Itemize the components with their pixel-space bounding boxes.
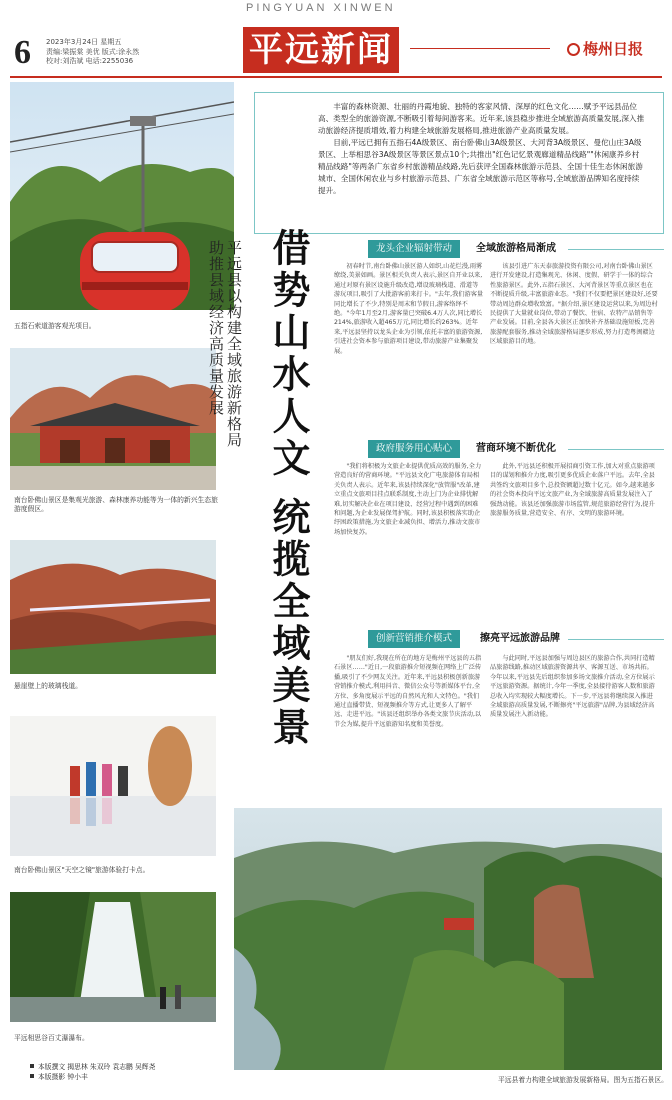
caption-temple: 南台卧佛山景区是集观光旅游、森林康养功能等为一体的新兴生态旅游度假区。 [14, 496, 218, 513]
intro-paragraph: 丰富的森林资源、壮丽的丹霞地貌、独特的客家风情、深厚的红色文化……赋予平远县品位高、类型全的旅游资源,不断吸引着每间游客来。近年来,该县稳步推进全域旅游高质量发展,深入推动旅游经济提质增效,着力构建全域旅游发展格局,推进旅游产业高质量发展。 [318, 102, 645, 135]
subheadline-1: 平远县以构建全域旅游新格局 [225, 240, 243, 448]
newspaper-brand [567, 38, 643, 59]
section-3-header [368, 630, 664, 648]
caption-glass-walkway: 悬崖壁上的玻璃栈道。 [14, 682, 82, 690]
section-rule [568, 249, 664, 250]
masthead-pinyin: PINGYUAN XINWEN [246, 2, 396, 14]
photo-waterfall [10, 892, 216, 1022]
bullet-icon [30, 1064, 34, 1068]
cable-car-illustration [10, 82, 234, 310]
caption-waterfall: 平远相思谷百丈瀑瀑布。 [14, 1034, 89, 1042]
section-title: 擦亮平远旅游品牌 [480, 633, 560, 644]
photo-glass-walkway [10, 540, 216, 674]
section-rule [568, 449, 664, 450]
photo-sky-mirror [10, 716, 216, 856]
masthead-line [410, 48, 550, 49]
credits [30, 1062, 155, 1082]
section-title: 全域旅游格局渐成 [476, 243, 556, 254]
section-1-header [368, 240, 664, 258]
section-title: 营商环境不断优化 [476, 443, 556, 454]
section-rule [568, 639, 664, 640]
subheadline-2: 助推县域经济高质量发展 [207, 240, 225, 416]
caption-cable-car: 五指石索道游客观光项目。 [14, 322, 96, 330]
section-title: 平远新闻 [249, 30, 393, 70]
meta-date: 2023年3月24日 星期五 [46, 38, 122, 46]
brand-name: 梅州日报 [583, 40, 644, 58]
section-1-col-2: 该县引进广东天泰旅游投资有限公司,对南台卧佛山景区进行开发建设,打造集观光、休闲、度假、研学于一体的综合性旅游景区。此外,五指石景区、大河背景区等重点景区也在不断提质升级,丰富旅游业态。"我们不仅要把景区建设好,还要带动周边群众增收致富。"据介绍,景区建设运营以来,为周边村民提供了大量就业岗位,带动了餐饮、住宿、农特产品销售等产业发展。目前,全县各大景区正加快补齐基础设施短板,完善旅游配套服务,推动全域旅游格局逐步形成,努力打造粤闽赣边区域旅游目的地。 [490, 263, 658, 346]
section-2-col-2: 此外,平远县还积极开展招商引资工作,加大对重点旅游项目的谋划和推介力度,吸引更多优质企业落户平远。去年,全县共签约文旅项目多个,总投资额超过数十亿元。如今,越来越多的社会资本投向平远文旅产业,为全域旅游高质量发展注入了强劲动能。该县还加强旅游市场监管,规范旅游经营行为,提升旅游服务质量,营造安全、有序、文明的旅游环境。 [490, 463, 655, 518]
meta-editors: 责编:梁振棠 美优 版式:涂永然 [46, 47, 140, 56]
page-number: 6 [14, 34, 31, 71]
issue-meta [46, 38, 139, 67]
photo-temple [10, 348, 216, 490]
photo-cable-car [10, 82, 234, 310]
section-3-col-1: "朋友们好,我现在所在的地方是梅州平远县的五指石景区……"近日,一段旅游推介短视频在网络上广泛传播,吸引了不少网友关注。近年来,平远县积极创新旅游营销推介模式,利用抖音、微信公众号等新媒体平台,全方位、多角度展示平远的自然风光和人文特色。"我们通过直播带货、短视频推介等方式,让更多人了解平远、走进平远。"该县还组织举办各类文旅节庆活动,以节会为媒,提升平远旅游知名度和美誉度。 [334, 655, 482, 728]
section-tag: 龙头企业辐射带动 [368, 240, 460, 258]
plum-blossom-icon [567, 43, 580, 56]
masthead [0, 0, 672, 78]
section-2-header [368, 440, 664, 458]
intro-paragraph: 目前,平远已拥有五指石4A级景区、南台卧佛山3A级景区、大河背3A级景区、曼佗山庄3A级景区、上举相思谷3A级景区等景区景点10个;共推出"红色记忆景观廊道精品线路""休闲康养乡村精品线路"等两条广东省乡村旅游精品线路,先后获评全国森林旅游示范县、全国十佳生态休闲旅游城市、全国休闲农业与乡村旅游示范县、广东省全域旅游示范区等称号,全域旅游品牌知名度持续提升。 [318, 138, 643, 195]
section-tag: 政府服务用心贴心 [368, 440, 460, 458]
caption-sky-mirror: 南台卧佛山景区"天空之镜"旅游体验打卡点。 [14, 866, 150, 874]
section-1-col-1: 初春时节,南台卧佛山景区游人如织,山花烂漫,雨雾缭绕,美景如画。景区相关负责人表示,景区自开业以来,通过对原有景区设施升级改造,增设玻璃栈道、滑道等游玩项目,吸引了大批游客前来打卡。"去年,我们游客量同比增长了不少,特别是周末和节假日,游客络绎不绝。"今年1月至2月,游客量已突破6.4万人次,同比增长214%,旅游收入超465万元,同比增长约263%。近年来,平远县坚持以龙头企业为引领,依托丰富的旅游资源,引进社会资本参与旅游项目建设,带动旅游产业集聚发展。 [334, 263, 484, 355]
main-headline: 借势山水人文 统揽全域美景 [266, 228, 311, 750]
credits-photographer: 本版摄影 钟小丰 [38, 1073, 88, 1081]
section-3-col-2: 与此同时,平远县加强与周边县区的旅游合作,共同打造精品旅游线路,推动区域旅游资源共享、客源互送、市场共拓。今年以来,平远县先后组织参加多场文旅推介活动,全方位展示平远旅游资源。据统计,今年一季度,全县接待游客人数和旅游总收入均实现较大幅度增长。下一步,平远县将继续深入推进全域旅游高质量发展,不断擦亮"平远旅游"品牌,为县域经济高质量发展注入新动能。 [490, 655, 655, 719]
meta-proof: 校对:刘浩斌 电话:2255036 [46, 57, 134, 65]
section-tag: 创新营销推介模式 [368, 630, 460, 648]
credits-writers: 本版撰文 揭思林 朱双玲 袁志鹏 吴辉尧 [38, 1063, 156, 1071]
bullet-icon [30, 1074, 34, 1078]
header-rule [10, 76, 662, 78]
intro-text [318, 101, 646, 197]
section-2-col-1: "我们将积极为文旅企业提供优质高效的服务,全力营造良好的营商环境。"平远县文化广电旅游体育局相关负责人表示。近年来,该县持续深化"放管服"改革,建立重点文旅项目挂点联系制度,主动上门为企业排忧解难,切实解决企业在项目建设、经营过程中遇到的困难和问题,为企业发展保驾护航。同时,该县积极落实助企纾困政策措施,为文旅企业减负担、增活力,推动文旅市场加快复苏。 [334, 463, 482, 536]
caption-wuzhishi-landscape: 平远县着力构建全域旅游发展新格局。图为五指石景区。 [498, 1076, 668, 1084]
section-title-bar [243, 27, 399, 73]
photo-wuzhishi-landscape [234, 808, 662, 1070]
